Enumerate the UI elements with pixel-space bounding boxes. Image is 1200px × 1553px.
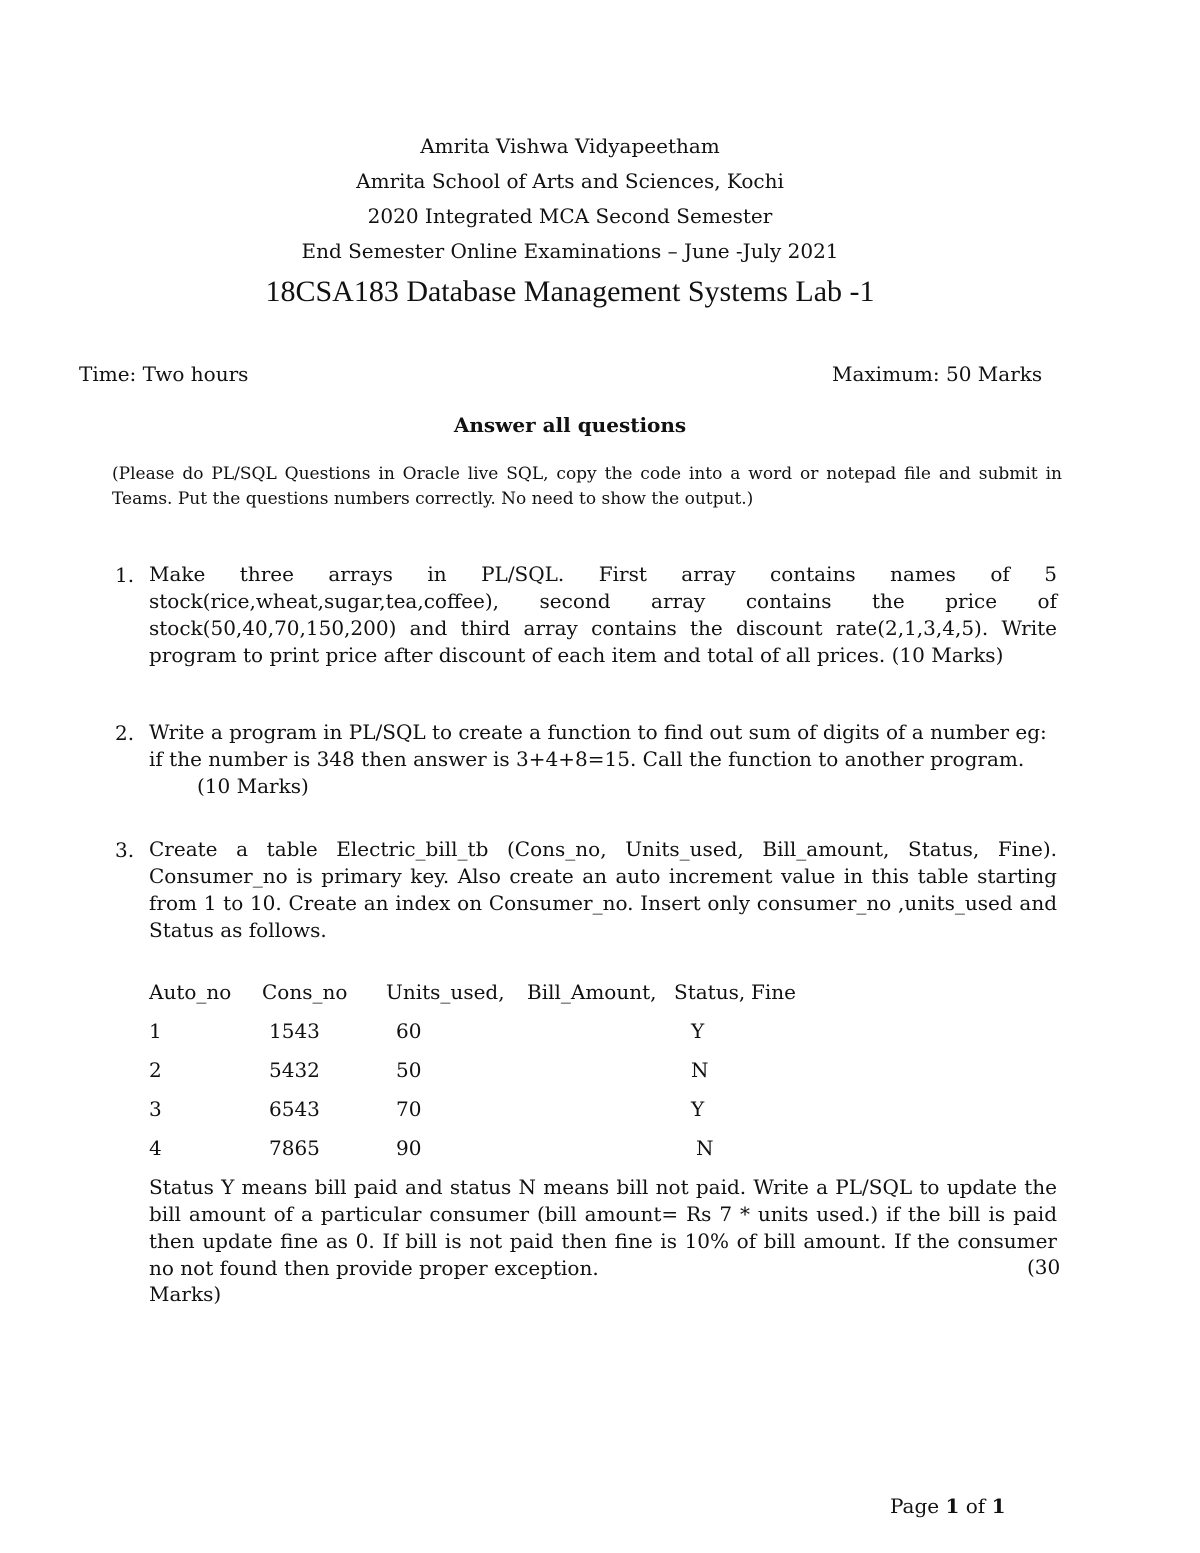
exam-name: End Semester Online Examinations – June -July 2021 (301, 239, 839, 263)
table-cell-status: N (691, 1058, 709, 1082)
table-cell-cons: 6543 (269, 1097, 320, 1121)
table-cell-auto: 3 (149, 1097, 162, 1121)
question-2-number: 2. (115, 721, 135, 745)
table-cell-units: 90 (396, 1136, 422, 1160)
question-1-text: Make three arrays in PL/SQL. First array contains names of 5 stock(rice,wheat,sugar,tea,coffee), second array contains the price of stock(50,40,70,150,200) and third array contains the discount rate(2,1,3,4,5). Write program to print price after discount of each item and total of all prices. (10 Marks) (149, 562, 1057, 667)
question-1-number: 1. (115, 563, 135, 587)
school-name: Amrita School of Arts and Sciences, Kochi (356, 169, 784, 193)
question-3-text: Create a table Electric_bill_tb (Cons_no, Units_used, Bill_amount, Status, Fine). Consumer_no is primary key. Also create an auto increment value in this table starting from 1 to 10. Create an index on Consumer_no. Insert only consumer_no ,units_used and Status as follows. (149, 837, 1057, 942)
page-current: 1 (945, 1494, 960, 1518)
page-mid: of (959, 1494, 992, 1518)
table-header-status: Status, (674, 980, 746, 1004)
table-header-fine: Fine (751, 980, 796, 1004)
course-title: 18CSA183 Database Management Systems Lab -1 (265, 275, 875, 308)
table-header-auto-no: Auto_no (149, 980, 232, 1004)
max-marks-label: Maximum: 50 Marks (832, 362, 1043, 386)
page-total: 1 (991, 1494, 1006, 1518)
table-cell-auto: 4 (149, 1136, 162, 1160)
instructions-note: (Please do PL/SQL Questions in Oracle live SQL, copy the code into a word or notepad file and submit in Teams. Put the questions numbers correctly. No need to show the output.) (112, 464, 1062, 509)
question-3-number: 3. (115, 838, 135, 862)
page-number (890, 1494, 1006, 1518)
table-cell-status: N (696, 1136, 714, 1160)
table-cell-units: 50 (396, 1058, 422, 1082)
table-cell-auto: 1 (149, 1019, 162, 1043)
page-prefix: Page (890, 1494, 946, 1518)
table-header-cons-no: Cons_no (262, 980, 348, 1004)
table-cell-auto: 2 (149, 1058, 162, 1082)
university-name: Amrita Vishwa Vidyapeetham (420, 134, 720, 158)
table-header-units-used: Units_used, (386, 980, 505, 1004)
question-3-marks-part1: (30 (1027, 1255, 1061, 1279)
instructions-heading: Answer all questions (453, 413, 687, 437)
table-cell-status: Y (691, 1019, 705, 1043)
question-3-followup: Status Y means bill paid and status N means bill not paid. Write a PL/SQL to update the bill amount of a particular consumer (bill amount= Rs 7 * units used.) if the bill is paid then update fine as 0. If bill is not paid then fine is 10% of bill amount. If the consumer no not found then provide proper exception. (149, 1175, 1057, 1280)
table-header-bill-amount: Bill_Amount, (527, 980, 657, 1004)
question-2-body (149, 719, 1057, 800)
question-2-text: Write a program in PL/SQL to create a function to find out sum of digits of a number eg: if the number is 348 then answer is 3+4+8=15. Call the function to another program. (149, 720, 1047, 771)
table-cell-units: 60 (396, 1019, 422, 1043)
table-cell-cons: 1543 (269, 1019, 320, 1043)
table-cell-cons: 7865 (269, 1136, 320, 1160)
time-label: Time: Two hours (79, 362, 249, 386)
table-cell-cons: 5432 (269, 1058, 320, 1082)
question-2-marks: (10 Marks) (197, 774, 309, 798)
table-cell-status: Y (691, 1097, 705, 1121)
program-name: 2020 Integrated MCA Second Semester (367, 204, 773, 228)
table-cell-units: 70 (396, 1097, 422, 1121)
question-3-marks-part2: Marks) (149, 1282, 222, 1306)
